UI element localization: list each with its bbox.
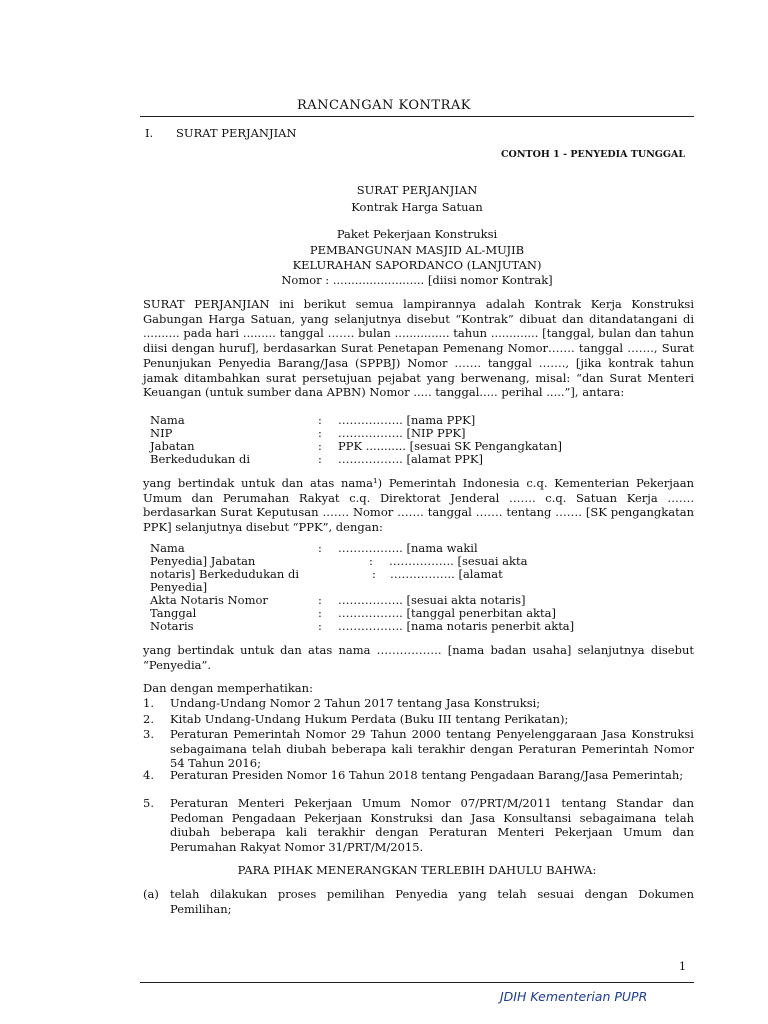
ppk-paragraph: yang bertindak untuk dan atas nama¹) Pemerintah Indonesia c.q. Kementerian Pekerjaan Umum dan Perumahan Rakyat c.q. Direktorat Jenderal ……. c.q. Satuan Kerja ……. berdasarkan Surat Keputusan ……. Nomor ……. tanggal ……. tentang ……. [SK pengangkatan PPK] selanjutnya disebut “PPK”, dengan:: [143, 476, 694, 535]
contract-type: Kontrak Harga Satuan: [351, 200, 483, 214]
list-text: Peraturan Menteri Pekerjaan Umum Nomor 07/PRT/M/2011 tentang Standar dan Pedoman Pengadaan Pekerjaan Konstruksi dan Jasa Konsultansi sebagaimana telah diubah beberapa kali terakhir dengan Peraturan Menteri Pekerjaan Umum dan Perumahan Rakyat Nomor 31/PRT/M/2015.: [170, 796, 694, 855]
considering-intro: Dan dengan memperhatikan:: [143, 681, 313, 695]
field-value: …………….. [sesuai akta: [389, 554, 528, 568]
field-colon: :: [318, 541, 322, 555]
project-location: KELURAHAN SAPORDANCO (LANJUTAN): [292, 258, 542, 272]
field-label: Penyedia] Jabatan: [150, 554, 256, 568]
footer-rule: [140, 982, 694, 983]
list-number: 2.: [143, 712, 154, 726]
section-heading: [0, 126, 768, 142]
field-value: …………….. [nama PPK]: [338, 413, 476, 427]
intro-paragraph: SURAT PERJANJIAN ini berikut semua lampirannya adalah Kontrak Kerja Konstruksi Gabungan Harga Satuan, yang selanjutnya disebut “Kontrak” dibuat dan ditandatangani di .......... pada hari ......... tanggal ……. bulan ............... tahun ............. [tanggal, bulan dan tahun diisi dengan huruf], berdasarkan Surat Penetapan Pemenang Nomor……. tanggal ……., Surat Penunjukan Penyedia Barang/Jasa (SPPBJ) Nomor ……. tanggal ……., [jika kontrak tahun jamak ditambahkan surat persetujuan pejabat yang berwenang, misal: “dan Surat Menteri Keuangan (untuk sumber dana APBN) Nomor ..... tanggal..... perihal .....”], antara:: [143, 297, 694, 400]
field-label: Jabatan: [150, 439, 195, 453]
field-value: …………….. [nama wakil: [338, 541, 478, 555]
section-title: SURAT PERJANJIAN: [176, 126, 297, 140]
field-colon: :: [318, 426, 322, 440]
field-colon: :: [318, 606, 322, 620]
title-rule: [140, 116, 694, 117]
field-label: Penyedia]: [150, 580, 208, 594]
package-type: Paket Pekerjaan Konstruksi: [336, 227, 498, 241]
field-value: …………….. [alamat: [390, 567, 503, 581]
field-colon: :: [318, 593, 322, 607]
field-colon: :: [318, 452, 322, 466]
field-value: …………….. [NIP PPK]: [338, 426, 466, 440]
field-label: Notaris: [150, 619, 194, 633]
field-value: …………….. [alamat PPK]: [338, 452, 483, 466]
field-label: NIP: [150, 426, 173, 440]
list-text: Undang-Undang Nomor 2 Tahun 2017 tentang Jasa Konstruksi;: [170, 696, 541, 710]
list-number: 4.: [143, 768, 154, 782]
footer-source: JDIH Kementerian PUPR: [500, 989, 648, 1004]
field-colon: :: [318, 413, 322, 427]
field-colon: :: [369, 554, 373, 568]
field-label: Tanggal: [150, 606, 197, 620]
field-label: Nama: [150, 413, 185, 427]
field-label: Akta Notaris Nomor: [150, 593, 268, 607]
example-label: CONTOH 1 - PENYEDIA TUNGGAL: [501, 149, 686, 160]
section-number: I.: [145, 126, 154, 140]
field-colon: :: [318, 619, 322, 633]
list-number: 5.: [143, 796, 154, 810]
list-text: telah dilakukan proses pemilihan Penyedia yang telah sesuai dengan Dokumen Pemilihan;: [170, 887, 694, 916]
field-value: …………….. [sesuai akta notaris]: [338, 593, 526, 607]
list-text: Peraturan Pemerintah Nomor 29 Tahun 2000 tentang Penyelenggaraan Jasa Konstruksi sebagaimana telah diubah beberapa kali terakhir dengan Peraturan Pemerintah Nomor 54 Tahun 2016;: [170, 727, 694, 771]
list-number: (a): [143, 887, 159, 901]
field-colon: :: [318, 439, 322, 453]
field-colon: :: [372, 567, 376, 581]
list-number: 1.: [143, 696, 154, 710]
field-value: PPK ........... [sesuai SK Pengangkatan]: [338, 439, 563, 453]
field-label: notaris] Berkedudukan di: [150, 567, 300, 581]
contract-number: Nomor : ......................... [diisi nomor Kontrak]: [281, 273, 553, 287]
page-number: 1: [679, 960, 686, 973]
list-text: Peraturan Presiden Nomor 16 Tahun 2018 tentang Pengadaan Barang/Jasa Pemerintah;: [170, 768, 684, 782]
field-label: Berkedudukan di: [150, 452, 250, 466]
field-value: …………….. [tanggal penerbitan akta]: [338, 606, 556, 620]
provider-paragraph: yang bertindak untuk dan atas nama …………….. [nama badan usaha] selanjutnya disebut “Penyedia”.: [143, 643, 694, 672]
agreement-title: SURAT PERJANJIAN: [356, 183, 478, 197]
document-title: RANCANGAN KONTRAK: [297, 98, 471, 113]
parties-heading: PARA PIHAK MENERANGKAN TERLEBIH DAHULU BAHWA:: [237, 863, 597, 877]
project-name: PEMBANGUNAN MASJID AL-MUJIB: [309, 243, 525, 257]
list-number: 3.: [143, 727, 154, 741]
list-text: Kitab Undang-Undang Hukum Perdata (Buku III tentang Perikatan);: [170, 712, 569, 726]
field-label: Nama: [150, 541, 185, 555]
field-value: …………….. [nama notaris penerbit akta]: [338, 619, 575, 633]
